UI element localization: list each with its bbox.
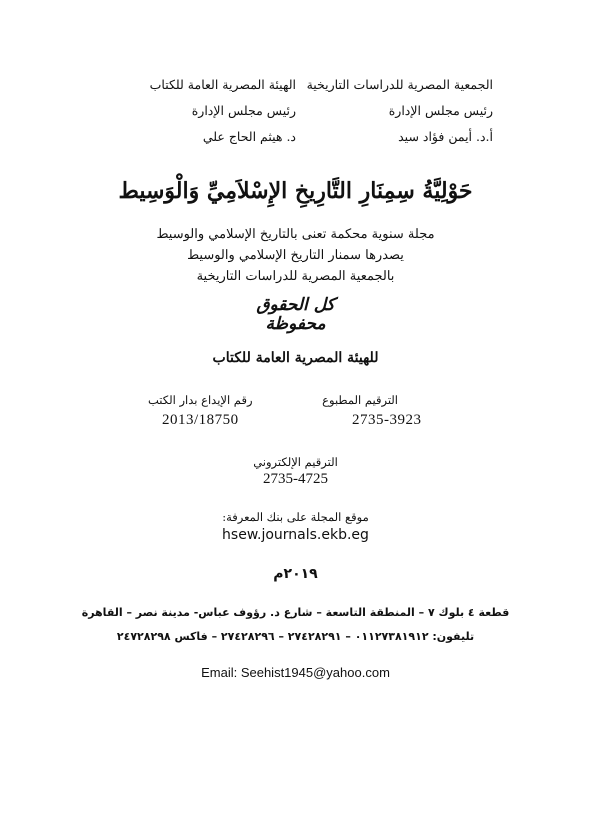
gebo-role: رئيس مجلس الإدارة: [191, 103, 296, 118]
rights-reserved: [0, 297, 591, 333]
journal-title: حَوْلِيَّةُ سِمِنَارِ التَّارِيخِ الإِسْلاَمِيِّ وَالْوَسِيط: [118, 178, 473, 204]
address-line: قطعة ٤ بلوك ٧ – المنطقة التاسعة – شارع د. رؤوف عباس- مدينة نصر – القاهرة: [81, 606, 510, 619]
website-label: موقع المجلة على بنك المعرفة:: [222, 510, 369, 524]
publication-year: ٢٠١٩م: [273, 566, 318, 582]
online-issn-value: 2735-4725: [263, 471, 328, 487]
rights-line-2: محفوظة: [265, 314, 326, 334]
online-issn-label: الترقيم الإلكتروني: [253, 455, 338, 469]
publisher-name: للهيئة المصرية العامة للكتاب: [212, 350, 379, 366]
phones-line: تليفون: ٠١١٢٧٣٨١٩١٢ – ٢٧٤٢٨٢٩١ – ٢٧٤٢٨٢٩٦ – فاكس ٢٤٧٢٨٢٩٨: [116, 630, 475, 643]
society-role: رئيس مجلس الإدارة: [388, 103, 493, 118]
subtitle-line-2: يصدرها سمنار التاريخ الإسلامي والوسيط: [187, 248, 404, 263]
gebo-name: الهيئة المصرية العامة للكتاب: [149, 77, 296, 92]
email-line: Email: Seehist1945@yahoo.com: [201, 665, 390, 680]
deposit-value: 2013/18750: [162, 412, 239, 428]
subtitle-line-1: مجلة سنوية محكمة تعنى بالتاريخ الإسلامي والوسيط: [156, 227, 435, 242]
header-left-column: [96, 72, 296, 150]
society-chairman: أ.د. أيمن فؤاد سيد: [398, 129, 493, 144]
society-name: الجمعية المصرية للدراسات التاريخية: [306, 77, 493, 92]
gebo-chairman: د. هيثم الحاج علي: [202, 129, 296, 144]
rights-line-1: كل الحقوق: [256, 295, 335, 315]
header-right-column: [283, 72, 493, 150]
subtitle-line-3: بالجمعية المصرية للدراسات التاريخية: [196, 269, 395, 284]
print-issn-value: 2735-3923: [352, 412, 422, 428]
deposit-label: رقم الإيداع بدار الكتب: [148, 393, 253, 407]
print-issn-label: الترقيم المطبوع: [322, 393, 398, 407]
website-url: hsew.journals.ekb.eg: [222, 527, 369, 543]
